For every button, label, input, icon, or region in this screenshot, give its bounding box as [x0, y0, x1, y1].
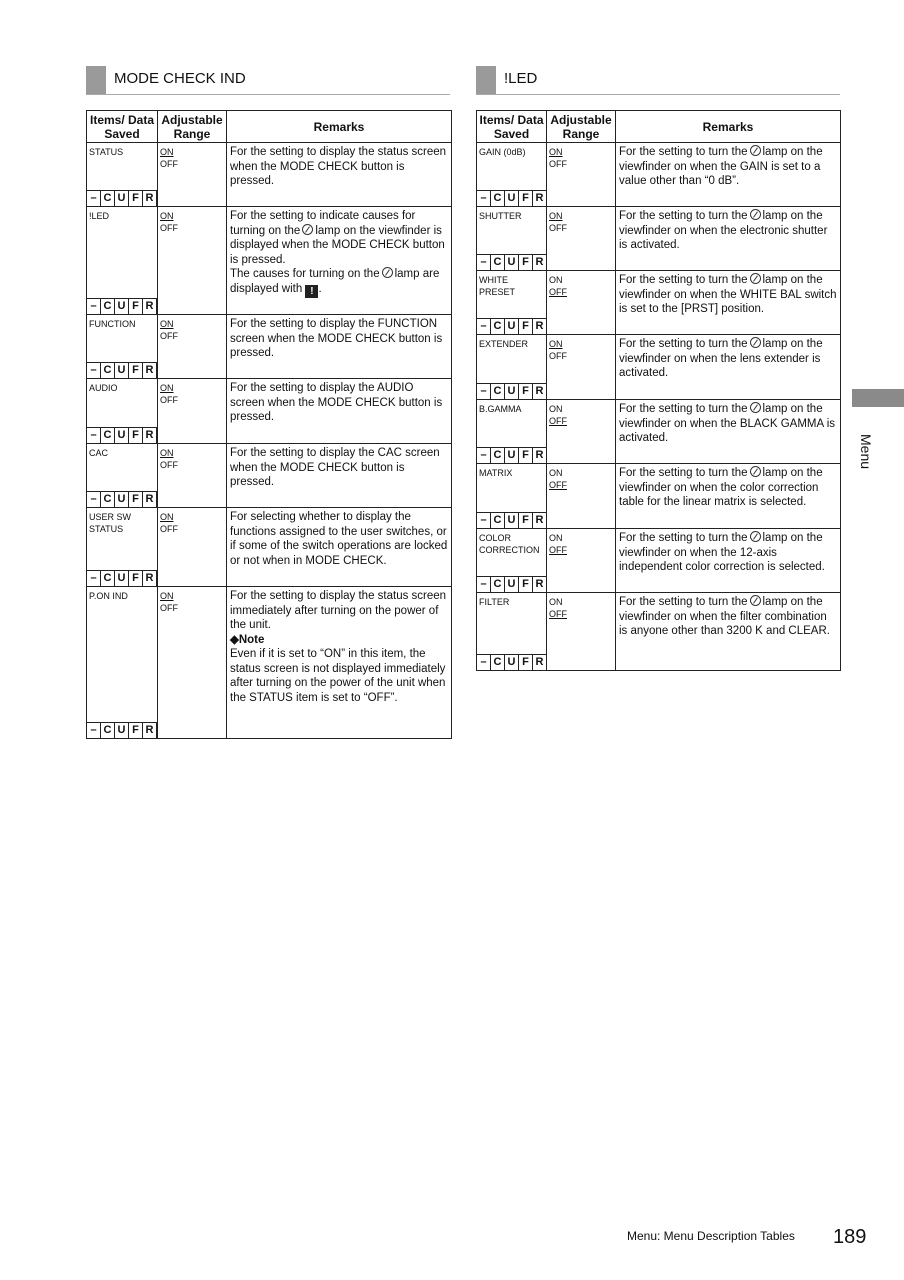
data-saved-flags: – C U F R [87, 190, 157, 206]
lamp-icon [750, 209, 761, 220]
header-items: Items/ Data Saved [87, 111, 158, 143]
item-name: CAC [89, 448, 109, 458]
item-name: B.GAMMA [479, 404, 522, 414]
note-heading: ◆Note [230, 633, 265, 646]
lamp-icon [750, 273, 761, 284]
remarks-cell: For the setting to display the AUDIO screen when the MODE CHECK button is pressed. [227, 379, 452, 444]
data-saved-flags: – C U F R [87, 570, 157, 586]
item-name: USER SW STATUS [89, 512, 132, 534]
table-row [477, 593, 841, 671]
item-cell [87, 587, 158, 739]
item-name: AUDIO [89, 383, 118, 393]
header-range: Adjustable Range [547, 111, 616, 143]
item-name: EXTENDER [479, 339, 529, 349]
range-cell: ON OFF [547, 529, 616, 593]
header-remarks: Remarks [616, 111, 841, 143]
lamp-icon [382, 267, 393, 278]
table-row [477, 400, 841, 464]
lamp-icon [750, 466, 761, 477]
section-header-mode-check-ind [86, 66, 450, 95]
section-marker [86, 66, 106, 94]
remarks-cell: For the setting to turn the lamp on the viewfinder on when the BLACK GAMMA is activated. [616, 400, 841, 464]
range-cell: ON OFF [547, 207, 616, 271]
item-name: !LED [89, 211, 110, 221]
remarks-cell: For the setting to turn the lamp on the viewfinder on when the lens extender is activated. [616, 335, 841, 400]
remarks-cell: For the setting to turn the lamp on the viewfinder on when the WHITE BAL switch is set to the [PRST] position. [616, 271, 841, 335]
menu-side-tab [852, 389, 904, 407]
item-cell [87, 379, 158, 444]
range-cell: ON OFF [547, 335, 616, 400]
range-cell: ON OFF [547, 271, 616, 335]
item-cell [477, 207, 547, 271]
range-cell: ON OFF [158, 444, 227, 508]
remarks-cell: For the setting to turn the lamp on the viewfinder on when the color correction table for the linear matrix is selected. [616, 464, 841, 529]
table-row [87, 143, 452, 207]
data-saved-flags: – C U F R [477, 190, 547, 206]
range-cell: ON OFF [158, 587, 227, 739]
remarks-cell: For the setting to display the status screen when the MODE CHECK button is pressed. [227, 143, 452, 207]
table-header-row [87, 111, 452, 143]
led-table [476, 110, 841, 671]
range-cell: ON OFF [158, 315, 227, 379]
table-row [477, 464, 841, 529]
table-row [477, 143, 841, 207]
item-name: GAIN (0dB) [479, 147, 526, 157]
item-cell [87, 508, 158, 587]
data-saved-flags: – C U F R [477, 512, 547, 528]
item-cell [87, 444, 158, 508]
item-cell [87, 207, 158, 315]
item-name: STATUS [89, 147, 124, 157]
data-saved-flags: – C U F R [477, 576, 547, 592]
header-remarks: Remarks [227, 111, 452, 143]
remarks-cell: For the setting to turn the lamp on the viewfinder on when the filter combination is anyone other than 3200 K and CLEAR. [616, 593, 841, 671]
section-header-led [476, 66, 840, 95]
table-row [87, 379, 452, 444]
section-title: MODE CHECK IND [114, 70, 246, 87]
table-row [87, 587, 452, 739]
item-cell [477, 529, 547, 593]
item-cell [477, 143, 547, 207]
item-cell [477, 400, 547, 464]
remarks-cell: For the setting to turn the lamp on the viewfinder on when the electronic shutter is activated. [616, 207, 841, 271]
data-saved-flags: – C U F R [87, 298, 157, 314]
data-saved-flags: – C U F R [477, 447, 547, 463]
lamp-icon [750, 402, 761, 413]
item-name: MATRIX [479, 468, 513, 478]
range-cell: ON OFF [158, 508, 227, 587]
data-saved-flags: – C U F R [87, 362, 157, 378]
header-range: Adjustable Range [158, 111, 227, 143]
data-saved-flags: – C U F R [477, 383, 547, 399]
data-saved-flags: – C U F R [477, 254, 547, 270]
item-cell [87, 315, 158, 379]
mode-check-ind-table [86, 110, 452, 739]
table-row [87, 207, 452, 315]
table-row [477, 271, 841, 335]
data-saved-flags: – C U F R [87, 427, 157, 443]
range-cell: ON OFF [158, 207, 227, 315]
table-row [477, 529, 841, 593]
section-title: !LED [504, 70, 538, 87]
exclamation-icon: ! [305, 285, 318, 298]
remarks-cell: For the setting to display the CAC screen when the MODE CHECK button is pressed. [227, 444, 452, 508]
item-cell [477, 335, 547, 400]
lamp-icon [750, 595, 761, 606]
item-cell [477, 271, 547, 335]
header-items: Items/ Data Saved [477, 111, 547, 143]
item-name: FILTER [479, 597, 510, 607]
item-name: COLOR CORRECTION [479, 533, 540, 555]
range-cell: ON OFF [158, 379, 227, 444]
range-cell: ON OFF [547, 464, 616, 529]
range-cell: ON OFF [547, 400, 616, 464]
table-row [477, 207, 841, 271]
table-row [87, 508, 452, 587]
remarks-cell: For the setting to indicate causes for turning on the lamp on the viewfinder is displayed when the MODE CHECK button is pressed. The causes for turning on the lamp are displayed with ! . [227, 207, 452, 315]
remarks-cell: For the setting to turn the lamp on the viewfinder on when the 12-axis independent color correction is selected. [616, 529, 841, 593]
item-cell [477, 464, 547, 529]
data-saved-flags: – C U F R [477, 318, 547, 334]
range-cell: ON OFF [158, 143, 227, 207]
data-saved-flags: – C U F R [87, 722, 157, 738]
range-cell: ON OFF [547, 593, 616, 671]
range-cell: ON OFF [547, 143, 616, 207]
remarks-cell: For selecting whether to display the functions assigned to the user switches, or if some of the switch operations are locked or not when in MODE CHECK. [227, 508, 452, 587]
item-cell [87, 143, 158, 207]
lamp-icon [302, 224, 313, 235]
section-marker [476, 66, 496, 94]
note-text: Even if it is set to “ON” in this item, the status screen is not displayed immediately after turning on the power of the unit when the STATUS item is set to “OFF”. [230, 648, 446, 704]
side-label: Menu [858, 434, 874, 470]
table-row [477, 335, 841, 400]
remarks-cell: For the setting to display the FUNCTION screen when the MODE CHECK button is pressed. [227, 315, 452, 379]
data-saved-flags: – C U F R [477, 654, 547, 670]
item-name: FUNCTION [89, 319, 136, 329]
item-cell [477, 593, 547, 671]
data-saved-flags: – C U F R [87, 491, 157, 507]
lamp-icon [750, 337, 761, 348]
table-header-row [477, 111, 841, 143]
page-number: 189 [833, 1226, 867, 1248]
lamp-icon [750, 531, 761, 542]
lamp-icon [750, 145, 761, 156]
remarks-cell: For the setting to display the status screen immediately after turning on the power of the unit. ◆Note Even if it is set to “ON” in this item, the status screen is not displayed immediately after turning on the power of the unit when the STATUS item is set to “OFF”. [227, 587, 452, 739]
item-name: P.ON IND [89, 591, 128, 601]
footer-text: Menu: Menu Description Tables [627, 1229, 795, 1243]
item-name: WHITE PRESET [479, 275, 516, 297]
table-row [87, 444, 452, 508]
table-row [87, 315, 452, 379]
remarks-cell: For the setting to turn the lamp on the viewfinder on when the GAIN is set to a value other than “0 dB”. [616, 143, 841, 207]
item-name: SHUTTER [479, 211, 522, 221]
